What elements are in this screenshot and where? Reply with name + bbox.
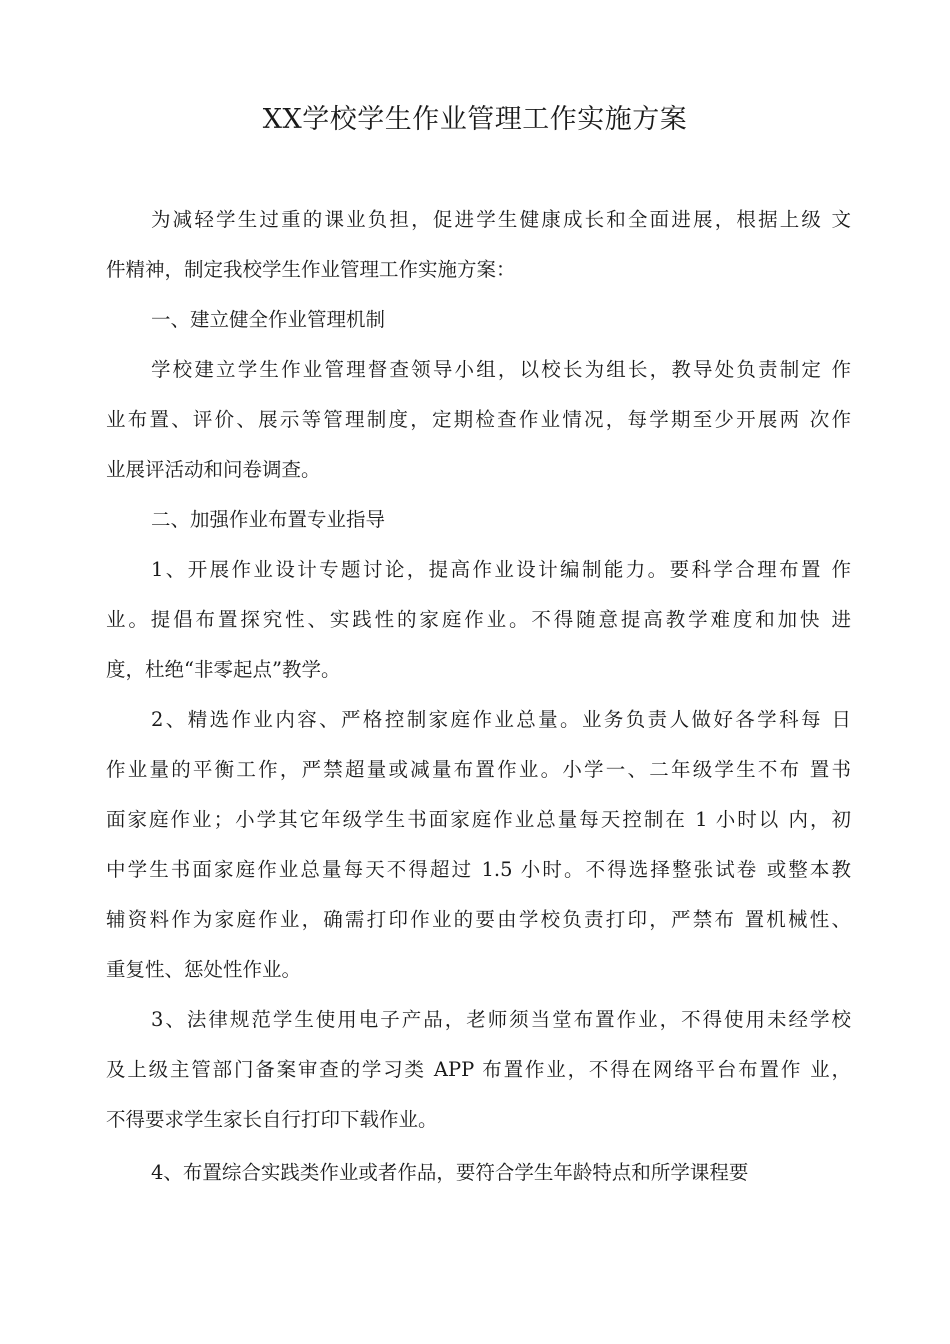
section-heading: 一、建立健全作业管理机制 bbox=[151, 308, 386, 331]
paragraph-line: 3、法律规范学生使用电子产品，老师须当堂布置作业，不得使用未经学校 bbox=[151, 1008, 851, 1031]
paragraph-line: 不得要求学生家长自行打印下载作业。 bbox=[106, 1108, 438, 1131]
paragraph-line: 业展评活动和问卷调查。 bbox=[106, 458, 321, 481]
section-heading: 二、加强作业布置专业指导 bbox=[151, 508, 386, 531]
paragraph-line: 件精神，制定我校学生作业管理工作实施方案： bbox=[106, 258, 516, 281]
paragraph-line: 重复性、惩处性作业。 bbox=[106, 958, 302, 981]
paragraph-line: 2、精选作业内容、严格控制家庭作业总量。业务负责人做好各学科每 日 bbox=[151, 708, 851, 731]
paragraph-line: 业。提倡布置探究性、实践性的家庭作业。不得随意提高教学难度和加快 进 bbox=[106, 608, 851, 631]
document-title: XX学校学生作业管理工作实施方案 bbox=[262, 104, 688, 135]
paragraph-line: 度，杜绝“非零起点”教学。 bbox=[106, 658, 341, 681]
paragraph-line: 4、布置综合实践类作业或者作品，要符合学生年龄特点和所学课程要 bbox=[151, 1161, 749, 1184]
paragraph-line: 面家庭作业；小学其它年级学生书面家庭作业总量每天控制在 1 小时以 内，初 bbox=[106, 808, 851, 831]
paragraph-line: 及上级主管部门备案审查的学习类 APP 布置作业，不得在网络平台布置作 业， bbox=[106, 1058, 851, 1081]
paragraph-line: 辅资料作为家庭作业，确需打印作业的要由学校负责打印，严禁布 置机械性、 bbox=[106, 908, 851, 931]
paragraph-line: 学校建立学生作业管理督查领导小组，以校长为组长，教导处负责制定 作 bbox=[151, 358, 851, 381]
paragraph-line: 中学生书面家庭作业总量每天不得超过 1.5 小时。不得选择整张试卷 或整本教 bbox=[106, 858, 851, 881]
paragraph-line: 为减轻学生过重的课业负担，促进学生健康成长和全面进展，根据上级 文 bbox=[151, 208, 851, 231]
paragraph-line: 作业量的平衡工作，严禁超量或减量布置作业。小学一、二年级学生不布 置书 bbox=[106, 758, 851, 781]
paragraph-line: 1、开展作业设计专题讨论，提高作业设计编制能力。要科学合理布置 作 bbox=[151, 558, 851, 581]
paragraph-line: 业布置、评价、展示等管理制度，定期检查作业情况，每学期至少开展两 次作 bbox=[106, 408, 851, 431]
